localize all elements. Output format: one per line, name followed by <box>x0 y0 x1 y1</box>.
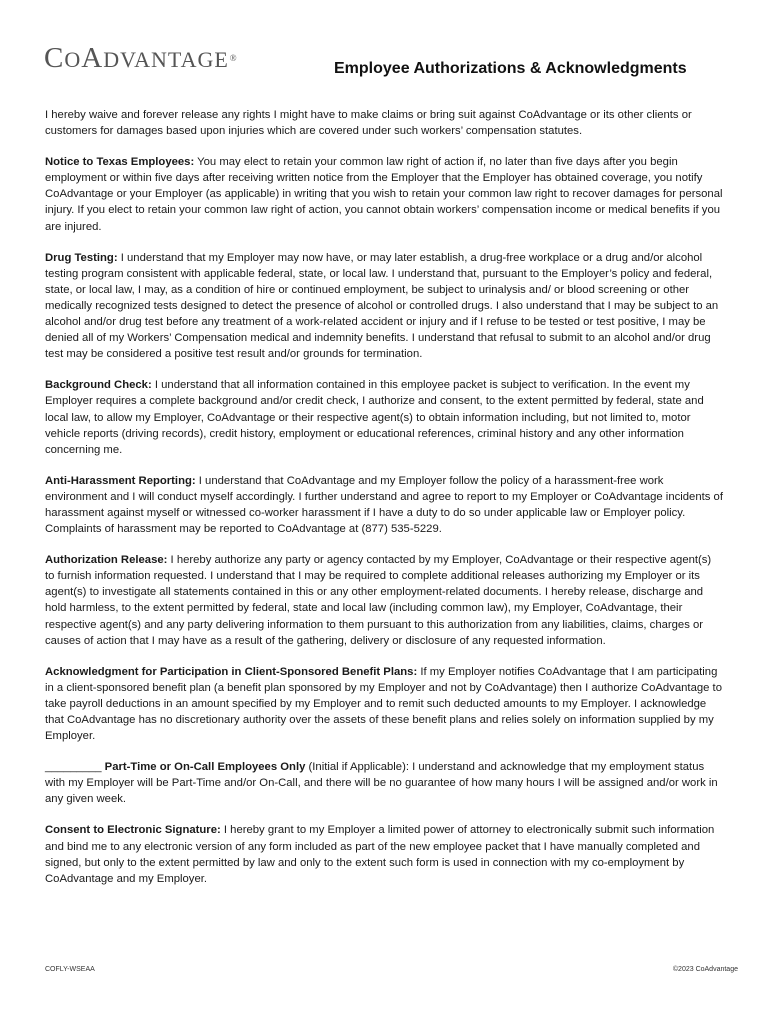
section-heading: Consent to Electronic Signature: <box>45 824 221 837</box>
section-background-check <box>45 377 723 457</box>
section-benefit-plans <box>45 664 723 744</box>
section-part-time <box>45 759 723 807</box>
section-text: (Initial if Applicable): I understand and acknowledge that my employment status with my Employer will be Part-Time and/or On-Call, and there will be no guarantee of how many hours I will be assigned and/or work in any given week. <box>45 761 718 806</box>
document-body <box>45 107 723 902</box>
initial-blank-field[interactable]: _________ <box>45 761 102 774</box>
section-heading: Background Check: <box>45 379 152 392</box>
form-code: COFLY-WSEAA <box>45 966 95 973</box>
section-texas-notice <box>45 154 723 234</box>
section-heading: Anti-Harassment Reporting: <box>45 474 196 487</box>
section-drug-testing <box>45 250 723 363</box>
section-text: You may elect to retain your common law right of action if, no later than five days after you begin employment or within five days after receiving written notice from the Employer that the Employer has obtained coverage, you notify CoAdvantage or your Employer (as applicable) in writing that you wish to retain your common law right to recover damages for personal injury. If you elect to retain your common law right of action, you cannot obtain workers’ compensation income or medical benefits if you are injured. <box>45 156 723 233</box>
copyright: ©2023 CoAdvantage <box>672 966 738 973</box>
section-text: If my Employer notifies CoAdvantage that I am participating in a client-sponsored benefit plan (a benefit plan sponsored by my Employer and not by CoAdvantage) then I authorize CoAdvantage to take payroll deductions in an amount specified by my Employer and to remit such deducted amounts to my Employer. I acknowledge that CoAdvantage has no discretionary authority over the assets of these benefit plans and relies solely on information supplied by my Employer. <box>45 665 722 743</box>
section-anti-harassment <box>45 473 723 537</box>
section-heading: Acknowledgment for Participation in Client-Sponsored Benefit Plans: <box>45 665 418 678</box>
intro-paragraph: I hereby waive and forever release any rights I might have to make claims or bring suit against CoAdvantage or its other clients or customers for damages based upon injuries which are covered under such workers’ compensation statutes. <box>45 109 692 138</box>
section-text: I understand that all information contained in this employee packet is subject to verification. In the event my Employer requires a complete background and/or credit check, I authorize and consent, to the extent permitted by federal, state and local law, to allow my Employer, CoAdvantage or their respective agent(s) to obtain information including, but not limited to, motor vehicle reports (driving records), credit history, employment or educational references, criminal history and any other information concerning me. <box>45 379 704 456</box>
section-heading: Part-Time or On-Call Employees Only <box>101 761 306 774</box>
section-text: I hereby grant to my Employer a limited power of attorney to electronically submit such information and bind me to any electronic version of any form included as part of the new employee packet that I have manually completed and signed, but only to the extent permitted by law and only to the extent such form is used in connection with my co-employment by CoAdvantage and my Employer. <box>45 824 715 885</box>
section-heading: Notice to Texas Employees: <box>45 156 195 169</box>
section-electronic-signature <box>45 822 723 886</box>
section-text: I understand that my Employer may now have, or may later establish, a drug-free workplace or a drug and/or alcohol testing program consistent with applicable federal, state, or local law. I understand that, pursuant to the Employer’s policy and federal, state, or local law, I may, as a condition of hire or continued employment, be subject to urinalysis and/ or blood screening or other medically recognized tests designed to detect the presence of alcohol or controlled drugs. I also understand that I may be subject to an alcohol and/or drug test before any treatment of a work-related accident or injury and if I refuse to be tested or test positive, I may be denied all of my Workers’ Compensation medical and indemnity benefits. I understand that refusal to submit to an alcohol and/or drug test may be considered a positive test result and/or grounds for termination. <box>45 251 719 361</box>
page-title: Employee Authorizations & Acknowledgments <box>334 60 687 77</box>
section-text: I hereby authorize any party or agency contacted by my Employer, CoAdvantage or their respective agent(s) to furnish information requested. I understand that I may be required to complete additional releases authorizing my Employer or its agent(s) to investigate all statements contained in this or any other employment-related documents. I hereby release, discharge and hold harmless, to the extent permitted by federal, state and local law (including common law), my Employer, CoAdvantage, their respective agent(s) and any party delivering information to them pursuant to this authorization from any liabilities, claims, charges or causes of action that I may have as a result of the gathering, delivery or disclosure of any requested information. <box>45 554 712 647</box>
section-authorization-release <box>45 552 723 649</box>
section-heading: Authorization Release: <box>45 554 168 567</box>
section-text: I understand that CoAdvantage and my Employer follow the policy of a harassment-free work environment and I will conduct myself accordingly. I further understand and agree to report to my Employer or CoAdvantage incidents of harassment against myself or witnessed co-worker harassment if I have a duty to do so under applicable law or Employer policy. Complaints of harassment may be reported to CoAdvantage at (877) 535-5229. <box>45 474 723 536</box>
coadvantage-logo: COADVANTAGE® <box>44 42 238 74</box>
section-heading: Drug Testing: <box>45 251 118 264</box>
